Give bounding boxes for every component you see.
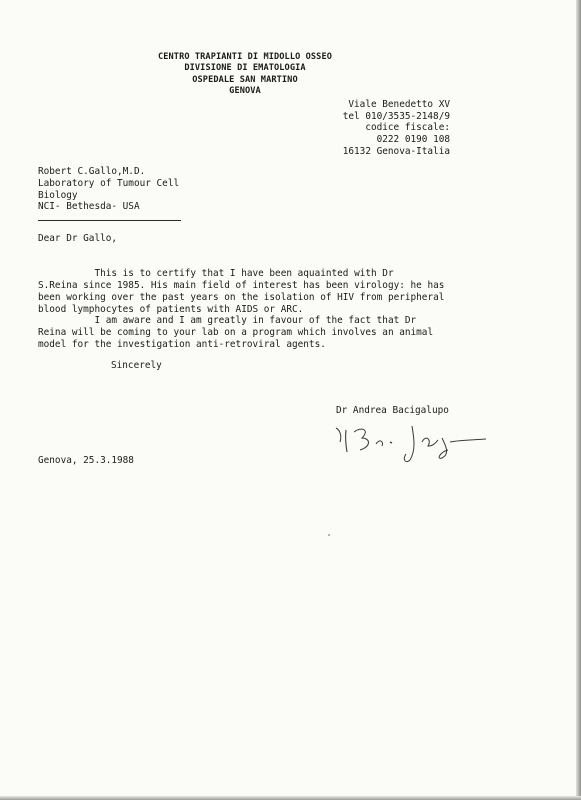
body-line: model for the investigation anti-retroviral agents. bbox=[38, 339, 326, 351]
recipient-block bbox=[38, 166, 179, 213]
salutation: Dear Dr Gallo, bbox=[38, 233, 118, 244]
address-telephone: tel 010/3535-2148/9 bbox=[342, 110, 450, 122]
address-city: 16132 Genova-Italia bbox=[342, 145, 450, 157]
closing: Sincerely bbox=[111, 360, 162, 371]
divider-line bbox=[38, 220, 181, 221]
fiscal-code-value: 0222 0190 108 bbox=[376, 134, 450, 146]
body-line: blood lymphocytes of patients with AIDS or ARC. bbox=[38, 303, 304, 315]
paper-speck bbox=[328, 534, 330, 536]
institution-name: CENTRO TRAPIANTI DI MIDOLLO OSSEO bbox=[157, 52, 333, 62]
division-name: DIVISIONE DI EMATOLOGIA bbox=[184, 63, 306, 74]
place-and-date: Genova, 25.3.1988 bbox=[38, 455, 134, 466]
body-line: been working over the past years on the isolation of HIV from peripheral bbox=[38, 291, 445, 303]
paper-edge-shadow bbox=[576, 0, 581, 800]
letterhead bbox=[140, 52, 350, 98]
body-line: S.Reina since 1985. His main field of interest has been virology: he has bbox=[38, 279, 445, 291]
signer-name: Dr Andrea Bacigalupo bbox=[336, 405, 449, 416]
recipient-lab: Laboratory of Tumour Cell bbox=[38, 177, 180, 189]
fiscal-code-label: codice fiscale: bbox=[365, 122, 450, 134]
paper-edge-shadow-bottom bbox=[0, 796, 581, 800]
city-name: GENOVA bbox=[229, 86, 261, 97]
recipient-institution: NCI- Bethesda- USA bbox=[38, 201, 140, 213]
body-line: This is to certify that I have been aquainted with Dr bbox=[38, 268, 394, 279]
letter-body bbox=[38, 268, 458, 351]
recipient-name: Robert C.Gallo,M.D. bbox=[38, 166, 146, 177]
body-line: Reina will be coming to your lab on a program which involves an animal bbox=[38, 327, 434, 339]
hospital-name: OSPEDALE SAN MARTINO bbox=[192, 74, 298, 85]
address-street: Viale Benedetto XV bbox=[348, 99, 450, 110]
body-line: I am aware and I am greatly in favour of the fact that Dr bbox=[38, 315, 417, 327]
handwritten-signature bbox=[330, 416, 490, 464]
recipient-lab-continued: Biology bbox=[38, 189, 78, 201]
sender-address bbox=[340, 99, 450, 158]
